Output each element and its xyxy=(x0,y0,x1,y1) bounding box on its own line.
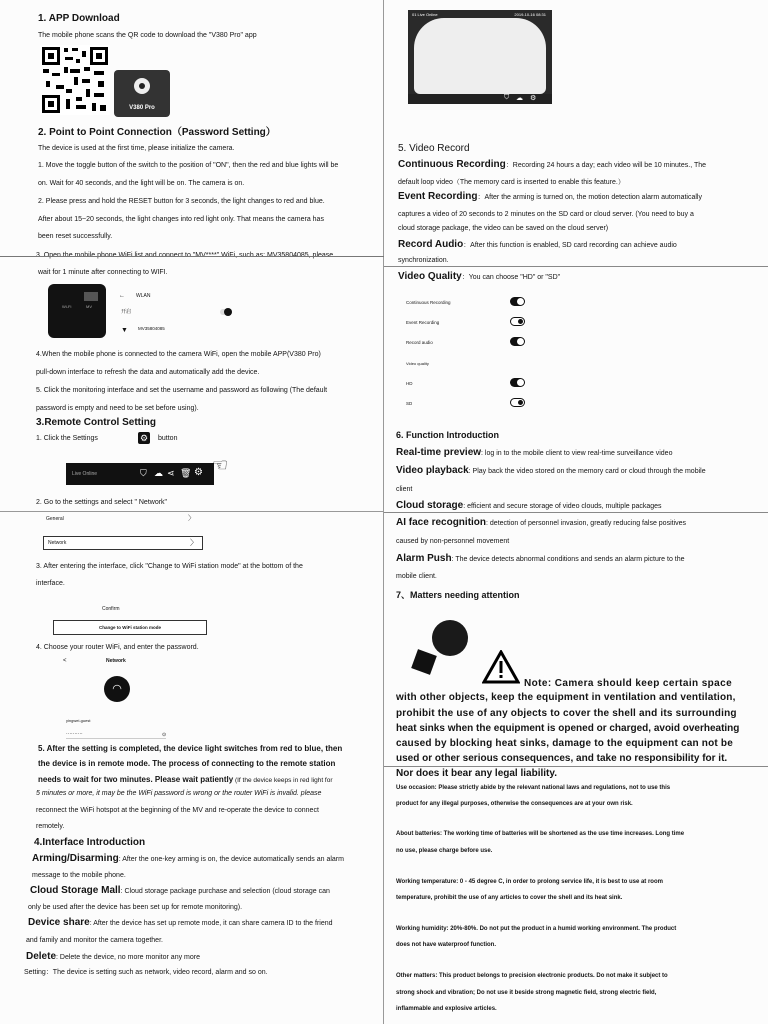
audio-text-2: synchronization. xyxy=(398,257,449,264)
note-l3: prohibit the use of any objects to cover the shell and its surrounding xyxy=(396,708,737,719)
share-icon[interactable]: ⋖ xyxy=(167,468,175,478)
s2-p2c: been reset successfully. xyxy=(38,233,113,240)
hd-toggle[interactable] xyxy=(510,378,525,387)
setting-label-3: Video quality xyxy=(406,361,429,366)
settings-gear-icon: ⚙ xyxy=(139,433,149,443)
other-1: Other matters: This product belongs to precision electronic products. Do not make it subject to xyxy=(396,973,668,979)
fold-divider xyxy=(384,266,768,267)
password-field[interactable]: ·········· xyxy=(66,731,83,737)
ai-line xyxy=(396,518,686,528)
phone-label-2: MV xyxy=(86,304,92,309)
ai-title: AI face recognition xyxy=(396,517,487,528)
section-1-title: 1. APP Download xyxy=(38,13,120,24)
s3-p5e: reconnect the WiFi hotspot at the beginning of the MV and re-operate the device to connect xyxy=(36,807,319,814)
wifi-icon: ◠ xyxy=(104,676,130,702)
quality-line xyxy=(398,272,560,282)
app-label: V380 Pro xyxy=(129,105,155,111)
rt-line xyxy=(396,448,672,458)
other-3: inflammable and explosive articles. xyxy=(396,1006,497,1012)
vp-title: Video playback xyxy=(396,465,469,476)
vp-text: : Play back the video stored on the memory card or cloud through the mobile xyxy=(468,468,706,475)
ap-text-2: mobile client. xyxy=(396,573,437,580)
vp-line xyxy=(396,466,706,476)
network-name[interactable]: MV35804085 xyxy=(138,326,165,331)
menu-general[interactable]: General xyxy=(46,516,64,522)
vp-text-2: client xyxy=(396,486,413,493)
note-l6: used or other serious consequences, and take no responsibility for it. xyxy=(396,753,728,764)
section-5-title: 5. Video Record xyxy=(398,143,470,154)
fold-divider xyxy=(384,512,768,513)
wifi-signal-icon: ▼ xyxy=(121,327,128,334)
eye-icon[interactable]: ⊙ xyxy=(162,732,167,738)
arm-line xyxy=(32,854,344,864)
setting-label-1: Event Recording xyxy=(406,320,440,325)
s2-p3b: wait for 1 minute after connecting to WIFI. xyxy=(38,269,168,276)
fold-divider xyxy=(384,766,768,767)
phone-wifi-screen xyxy=(48,284,106,338)
cloud-icon[interactable]: ☁ xyxy=(154,468,163,478)
event-recording-toggle[interactable] xyxy=(510,317,525,326)
cloud-text: : Cloud storage package purchase and selection (cloud storage can xyxy=(120,888,330,895)
delete-text: : Delete the device, no more monitor any more xyxy=(56,954,200,961)
phone-label-1: Wi-Fi xyxy=(62,304,72,309)
cs-title: Cloud storage xyxy=(396,500,464,511)
event-line xyxy=(398,192,702,202)
rt-title: Real-time preview xyxy=(396,447,482,458)
cont-line xyxy=(398,160,706,170)
batteries-1: About batteries: The working time of batteries will be shortened as the use time increases. Long time xyxy=(396,831,685,837)
change-mode-label: Change to WiFi station mode xyxy=(99,625,161,630)
change-mode-button[interactable] xyxy=(53,620,207,635)
cs-line xyxy=(396,501,662,511)
event-text-3: cloud storage package, the video can be saved on the cloud server) xyxy=(398,225,609,232)
delete-line xyxy=(26,952,200,962)
s3-p3a: 3. After entering the interface, click "Change to WiFi station mode" at the bottom of the xyxy=(36,563,303,570)
cloud-icon[interactable]: ☁ xyxy=(516,95,523,102)
right-column xyxy=(384,0,768,1024)
humidity-2: does not have waterproof function. xyxy=(396,942,497,948)
section-3-title: 3.Remote Control Setting xyxy=(36,417,157,428)
section-2-title: 2. Point to Point Connection（Password Setting） xyxy=(38,127,276,138)
qr-code-icon xyxy=(40,45,110,115)
arm-icon[interactable]: ⛉ xyxy=(504,94,510,101)
quality-text: ：You can choose "HD" or "SD" xyxy=(461,274,561,281)
note-l7: Nor does it bear any legal liability. xyxy=(396,768,557,779)
s3-p5b: the device is in remote mode. The process of connecting to the remote station xyxy=(38,759,336,768)
share-text-2: and family and monitor the camera together. xyxy=(26,937,163,944)
s3-p5a: 5. After the setting is completed, the device light switches from red to blue, then xyxy=(38,744,343,753)
s2-p0: The device is used at the first time, please initialize the camera. xyxy=(38,145,235,152)
router-name[interactable]: yingwei-guest xyxy=(66,718,91,723)
wifi-toggle[interactable] xyxy=(220,309,232,315)
s2-p2a: 2. Please press and hold the RESET button for 3 seconds, the light changes to red and blue. xyxy=(38,198,325,205)
menu-network-box[interactable] xyxy=(43,536,203,550)
gear-icon[interactable]: ⚙ xyxy=(530,95,537,102)
arm-title: Arming/Disarming xyxy=(32,853,119,864)
s2-p5a: 5. Click the monitoring interface and set the username and password as following (The default xyxy=(36,387,328,394)
v380-app-icon xyxy=(114,70,170,117)
cloud-line xyxy=(30,886,330,896)
s2-p2b: After about 15~20 seconds, the light changes into red light only. That means the camera has xyxy=(38,216,324,223)
delete-title: Delete xyxy=(26,951,57,962)
share-text: : After the device has set up remote mode, it can share camera ID to the friend xyxy=(89,920,333,927)
batteries-2: no use, please charge before use. xyxy=(396,848,493,854)
warning-icon xyxy=(482,650,520,684)
continuous-recording-toggle[interactable] xyxy=(510,297,525,306)
live-toolbar xyxy=(66,463,214,485)
audio-text: ：After this function is enabled, SD card recording can achieve audio xyxy=(463,242,677,249)
toolbar-settings-icon[interactable]: ⚙ xyxy=(194,467,203,478)
cont-text: ：Recording 24 hours a day; each video will be 10 minutes., The xyxy=(505,162,707,169)
setting-line xyxy=(24,968,268,977)
back-chevron-icon[interactable]: < xyxy=(63,658,67,664)
setting-label-0: Continuous Recording xyxy=(406,300,451,305)
event-text-2: captures a video of 20 seconds to 2 minutes on the SD card or cloud server. (You need to buy a xyxy=(398,211,694,218)
section-7-title: 7、Matters needing attention xyxy=(396,590,520,600)
cs-text: : efficient and secure storage of video clouds, multiple packages xyxy=(463,503,662,510)
cloud-title: Cloud Storage Mall xyxy=(30,885,121,896)
confirm-label[interactable]: Confirm xyxy=(102,606,120,612)
record-audio-toggle[interactable] xyxy=(510,337,525,346)
s2-p1a: 1. Move the toggle button of the switch to the position of "ON", then the red and blue lights will be xyxy=(38,162,339,169)
s3-p1: 1. Click the Settings xyxy=(36,435,98,442)
camera-icon xyxy=(134,78,150,94)
wlan-label: WLAN xyxy=(136,293,151,299)
hand-pointer-icon: ☜ xyxy=(212,455,229,475)
other-2: strong shock and vibration; Do not use it beside strong magnetic field, strong electric field, xyxy=(396,990,657,996)
s2-p5b: password is empty and need to be set before using). xyxy=(36,405,199,412)
s3-p5c-rest: (If the device keeps in red light for xyxy=(233,777,333,784)
wifi-toggle-label: 开启 xyxy=(121,309,132,315)
chevron-right-icon: 〉 xyxy=(190,538,198,547)
overlay-right: 2019-10-16 08:31 xyxy=(514,12,546,17)
arm-text-2: message to the mobile phone. xyxy=(32,872,126,879)
setting-title: Setting xyxy=(24,969,46,976)
temperature-2: temperature, prohibit the use of any articles to cover the shell and its heat sink. xyxy=(396,895,623,901)
event-title: Event Recording xyxy=(398,191,478,202)
s2-p1b: on. Wait for 40 seconds, and the light will be on. The camera is on. xyxy=(38,180,245,187)
humidity-1: Working humidity: 20%-80%. Do not put the product in a humid working environment. The product xyxy=(396,926,677,932)
ai-text-2: caused by non-personnel movement xyxy=(396,538,510,545)
s2-p4b: pull-down interface to refresh the data and automatically add the device. xyxy=(36,369,260,376)
setting-label-5: SD xyxy=(406,401,413,406)
setting-text: ：The device is setting such as network, video record, alarm and so on. xyxy=(45,969,268,976)
cont-text-2: default loop video（The memory card is inserted to enable this feature.） xyxy=(398,179,625,186)
s2-p4a: 4.When the mobile phone is connected to the camera WiFi, open the mobile APP(V380 Pro) xyxy=(36,351,321,358)
setting-label-2: Record audio xyxy=(406,340,433,345)
cont-title: Continuous Recording xyxy=(398,159,506,170)
camera-preview xyxy=(408,10,552,104)
s3-p5d: 5 minutes or more, it may be the WiFi password is wrong or the router WiFi is invalid. please xyxy=(36,790,322,797)
section-6-title: 6. Function Introduction xyxy=(396,430,499,440)
arm-text: : After the one-key arming is on, the device automatically sends an alarm xyxy=(118,856,344,863)
back-arrow-icon[interactable]: ← xyxy=(119,293,125,299)
s3-p5f: remotely. xyxy=(36,823,65,830)
delete-icon[interactable]: 🗑 xyxy=(180,468,192,478)
overlay-left: 01 Live Online xyxy=(412,12,438,17)
s3-p5c xyxy=(38,775,333,785)
s3-p3b: interface. xyxy=(36,580,65,587)
audio-line xyxy=(398,240,677,250)
camera-base-image xyxy=(411,649,437,675)
s3-p5c-bold: needs to wait for two minutes. Please wait patiently xyxy=(38,775,234,784)
section-4-title: 4.Interface Introduction xyxy=(34,837,146,848)
fold-divider xyxy=(0,256,384,257)
cloud-text-2: only be used after the device has been set up for remote monitoring). xyxy=(28,904,243,911)
preview-toolbar xyxy=(408,94,552,104)
share-line xyxy=(28,918,333,928)
sd-toggle[interactable] xyxy=(510,398,525,407)
setting-label-4: HD xyxy=(406,381,413,386)
rt-text: : log in to the mobile client to view real-time surveillance video xyxy=(481,450,673,457)
live-label: Live Online xyxy=(72,471,98,477)
event-text: ：After the arming is turned on, the motion detection alarm automatically xyxy=(477,194,702,201)
s1-text: The mobile phone scans the QR code to download the "V380 Pro" app xyxy=(38,32,257,39)
input-underline xyxy=(66,738,166,739)
camera-device-image xyxy=(432,620,468,656)
occasion-2: product for any illegal purposes, otherwise the consequences are at your own risk. xyxy=(396,801,633,807)
note-l4: heat sinks when the equipment is opened or charged, avoid overheating xyxy=(396,723,740,734)
ap-title: Alarm Push xyxy=(396,553,452,564)
ap-text: : The device detects abnormal conditions and sends an alarm picture to the xyxy=(451,556,685,563)
s3-p1-end: button xyxy=(158,435,178,442)
audio-title: Record Audio xyxy=(398,239,464,250)
ap-line xyxy=(396,554,685,564)
note-l1: Note: Camera should keep certain space xyxy=(524,678,733,689)
ai-text: : detection of personnel invasion, greatly reducing false positives xyxy=(486,520,687,527)
temperature-1: Working temperature: 0 - 45 degree C, in order to prolong service life, it is best to use at room xyxy=(396,879,663,885)
note-l5: caused by blocking heat sinks, damage to the equipment can not be xyxy=(396,738,733,749)
s3-p4: 4. Choose your router WiFi, and enter the password. xyxy=(36,644,199,651)
s3-p2: 2. Go to the settings and select " Network" xyxy=(36,499,168,506)
chevron-right-icon: 〉 xyxy=(188,515,195,522)
occasion-1: Use occasion: Please strictly abide by the relevant national laws and regulations, not to use this xyxy=(396,785,671,791)
menu-network: Network xyxy=(48,540,67,546)
share-title: Device share xyxy=(28,917,90,928)
quality-title: Video Quality xyxy=(398,271,462,282)
arm-icon[interactable]: ⛉ xyxy=(140,468,147,478)
fold-divider xyxy=(0,511,384,512)
note-l2: with other objects, keep the equipment in ventilation and ventilation, xyxy=(396,692,736,703)
network-header: Network xyxy=(106,658,126,664)
